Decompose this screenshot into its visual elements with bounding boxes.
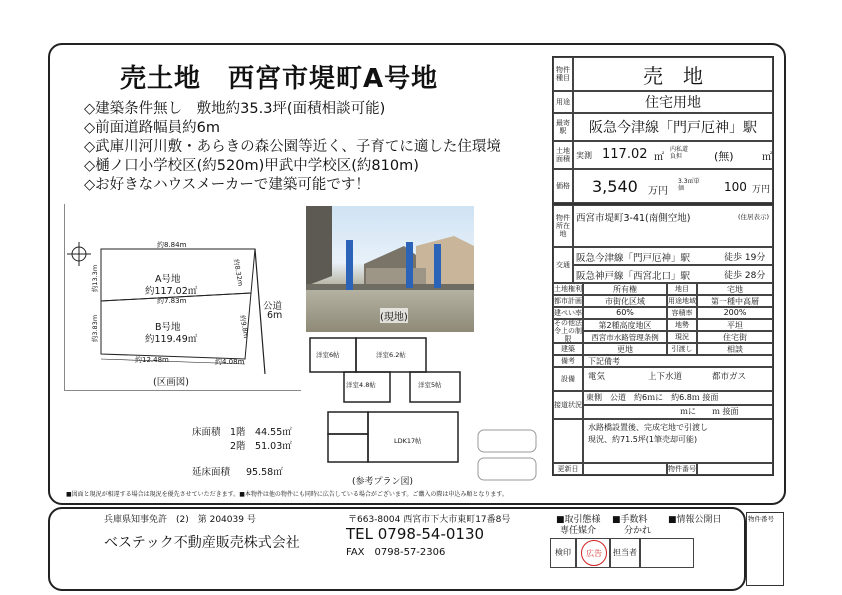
feature-item: ◇樋ノ口小学校区(約520m)甲武中学校区(約810m) [84, 158, 419, 174]
spec-value: 相談 [697, 343, 773, 355]
tsubo-unit: 万円 [752, 185, 771, 195]
spec-value: 宅地 [697, 283, 773, 295]
spec-value: 200% [697, 307, 773, 319]
site-photo [306, 206, 474, 332]
car-icons [476, 424, 546, 484]
spec-value: 所有権 [583, 283, 667, 295]
corner-label: 物件番号 [748, 515, 774, 523]
fee-label: ■手数料 [612, 515, 648, 525]
spec-value: 60% [583, 307, 667, 319]
traffic-line-2: 阪急神戸線「西宮北口」駅 [576, 271, 691, 282]
company-tel: TEL 0798-54-0130 [346, 525, 485, 543]
spec-value: 市街化区域 [583, 295, 667, 307]
note-line: 水路橋設置後、完成宅地で引渡し [588, 423, 708, 432]
license: 兵庫県知事免許 (2) 第 204039 号 [104, 515, 256, 525]
plot-diagram [64, 204, 301, 391]
address-note: (住居表示) [738, 213, 770, 221]
plot-caption: (区画図) [153, 377, 189, 388]
spec-value: 第一種中高層 [697, 295, 773, 307]
room-label: 洋室4.8帖 [346, 381, 376, 389]
property-no-value [697, 463, 773, 475]
utility: 都市ガス [712, 372, 747, 382]
note-line: 現況、約71.5坪(1筆売却可能) [588, 435, 698, 444]
land-area-row [573, 141, 773, 169]
notes-label-cell [553, 419, 583, 463]
actual-area: 117.02 [602, 147, 648, 162]
spec-label: 地勢 [667, 319, 697, 331]
private-road: (無) [714, 150, 734, 163]
unit-m2-2: ㎡ [762, 152, 772, 163]
road-width: 6m [267, 310, 283, 321]
dim-bottom2: 約4.08m [215, 358, 245, 366]
dim-right1: 約8.32m [231, 258, 245, 287]
tsubo-label: 3.3㎡単価 [678, 178, 700, 192]
feature-item: ◇武庫川河川敷・あらきの森公園等近く、子育てに適した住環境 [84, 139, 501, 155]
land-use: 住宅用地 [573, 91, 773, 113]
room-label: LDK17帖 [394, 437, 422, 445]
address-row [573, 205, 773, 247]
dim-left2: 約3.83m [91, 314, 100, 343]
property-no-label: 物件番号 [668, 465, 696, 473]
type-label: 物件種目 [553, 57, 573, 91]
traffic-walk-1: 徒歩 19分 [724, 253, 766, 263]
updated-value [583, 463, 667, 475]
room-label: 洋室6.2帖 [376, 351, 406, 359]
spec-label: 引渡し [667, 343, 697, 355]
company-address: 〒663-8004 西宮市下大市東町17番8号 [348, 515, 511, 525]
private-road-label: 内私道負担 [670, 146, 689, 160]
spec-label: 建築 [553, 343, 583, 355]
spec-value: 平坦 [697, 319, 773, 331]
room-label: 洋室5帖 [418, 381, 442, 389]
lot-a-name: A号地 [155, 274, 181, 285]
traffic-line-1: 阪急今津線「門戸厄神」駅 [576, 253, 691, 264]
tsubo-price: 100 [724, 180, 747, 194]
lot-b-name: B号地 [155, 322, 181, 333]
address-label: 物件所在地 [553, 205, 573, 247]
deal-type: 専任媒介 [560, 526, 597, 536]
traffic-label: 交通 [553, 247, 573, 283]
stamp-box [576, 538, 610, 568]
footer-note: ■図面と現況が相違する場合は現況を優先させていただきます。■本物件は他の物件にも同時に広告している場合がございます。ご購入の際は申込み順となります。 [66, 491, 508, 498]
company-fax: FAX 0798-57-2306 [346, 547, 446, 558]
road-name: 公道 [263, 301, 283, 312]
info-date-label: ■情報公開日 [668, 515, 722, 525]
floor-area-1f: 1階 44.55㎡ [230, 427, 292, 438]
traffic-row-1 [573, 247, 773, 265]
utilities-label: 設備 [553, 367, 583, 391]
detail-table [552, 204, 774, 476]
stamp-label: 検印 [550, 538, 576, 568]
use-label: 用途 [553, 91, 573, 113]
station-label: 最寄駅 [553, 113, 573, 141]
spec-label: 建ぺい率 [554, 309, 582, 317]
seal-text: 広告 [586, 548, 602, 558]
price-unit: 万円 [648, 186, 668, 197]
seal-stamp [581, 540, 607, 566]
remarks-value: 下記備考 [583, 355, 773, 367]
address: 西宮市堤町3-41(南側空地) [576, 213, 691, 224]
road-line-2: ｍに ｍ 接面 [583, 405, 773, 419]
spec-value: 住宅街 [697, 331, 773, 343]
utility: 電気 [588, 372, 606, 382]
road-label: 接道状況 [553, 391, 583, 419]
unit-m2: ㎡ [654, 152, 664, 163]
lot-a-area: 約117.02㎡ [145, 286, 198, 297]
spec-label: 地目 [667, 283, 697, 295]
dim-left1: 約13.3m [91, 264, 100, 293]
price-value: 3,540 [592, 177, 638, 196]
person-label: 担当者 [610, 538, 640, 568]
fee: 分かれ [624, 526, 652, 536]
floor-area-2f: 2階 51.03㎡ [230, 441, 292, 452]
company-name: ベステック不動産販売株式会社 [104, 535, 300, 551]
corner-box [746, 512, 784, 586]
feature-item: ◇お好きなハウスメーカーで建築可能です！ [84, 177, 370, 193]
deal-type-label: ■取引態様 [556, 515, 601, 525]
utilities-row [583, 367, 773, 391]
summary-table [552, 56, 774, 204]
nearest-station: 阪急今津線「門戸厄神」駅 [573, 113, 773, 141]
spec-label: その他法令上の制限 [554, 319, 582, 343]
traffic-walk-2: 徒歩 28分 [724, 271, 766, 281]
spec-value: 西宮市水路管理条例 [583, 331, 667, 343]
dim-top: 約8.84m [157, 241, 187, 249]
lot-b-area: 約119.49㎡ [145, 334, 198, 345]
page-title: 売土地 西宮市堤町A号地 [120, 64, 439, 94]
feature-item: ◇前面道路幅員約6m [84, 120, 221, 136]
spec-label: 現況 [667, 331, 697, 343]
price-label: 価格 [553, 169, 573, 203]
person-box [640, 538, 694, 568]
traffic-row-2 [573, 265, 773, 283]
feature-list [84, 100, 501, 195]
spec-label: 用途地域 [668, 297, 696, 305]
updated-label: 更新日 [553, 463, 583, 475]
floor-plan [306, 336, 474, 486]
actual-label: 実測 [576, 151, 592, 160]
spec-label: 土地権利 [554, 285, 582, 293]
utility: 上下水道 [648, 372, 683, 382]
spec-label: 都市計画 [554, 297, 582, 305]
floor-caption: (参考プラン図) [352, 477, 414, 487]
feature-item: ◇建築条件無し 敷地約35.3坪(面積相談可能) [84, 101, 386, 117]
notes-cell [583, 419, 773, 463]
road-line-1: 東側 公道 約6ｍに 約6.8ｍ 接面 [583, 391, 773, 405]
dim-mid: 約7.83m [157, 297, 187, 305]
total-area: 95.58㎡ [246, 467, 283, 478]
land-area-label: 土地面積 [553, 141, 573, 169]
floor-area-label: 床面積 [192, 427, 221, 438]
property-type: 売 地 [573, 57, 773, 91]
spec-label: 容積率 [667, 307, 697, 319]
dim-right2: 約9.8m [238, 314, 251, 339]
remarks-label: 備考 [553, 355, 583, 367]
dim-bottom1: 約12.48m [135, 356, 169, 364]
price-row [573, 169, 773, 203]
photo-caption: (現地) [380, 308, 408, 323]
spec-value: 更地 [583, 343, 667, 355]
spec-value: 第2種高度地区 [583, 319, 667, 331]
total-area-label: 延床面積 [192, 467, 231, 478]
room-label: 洋室6帖 [316, 351, 340, 359]
